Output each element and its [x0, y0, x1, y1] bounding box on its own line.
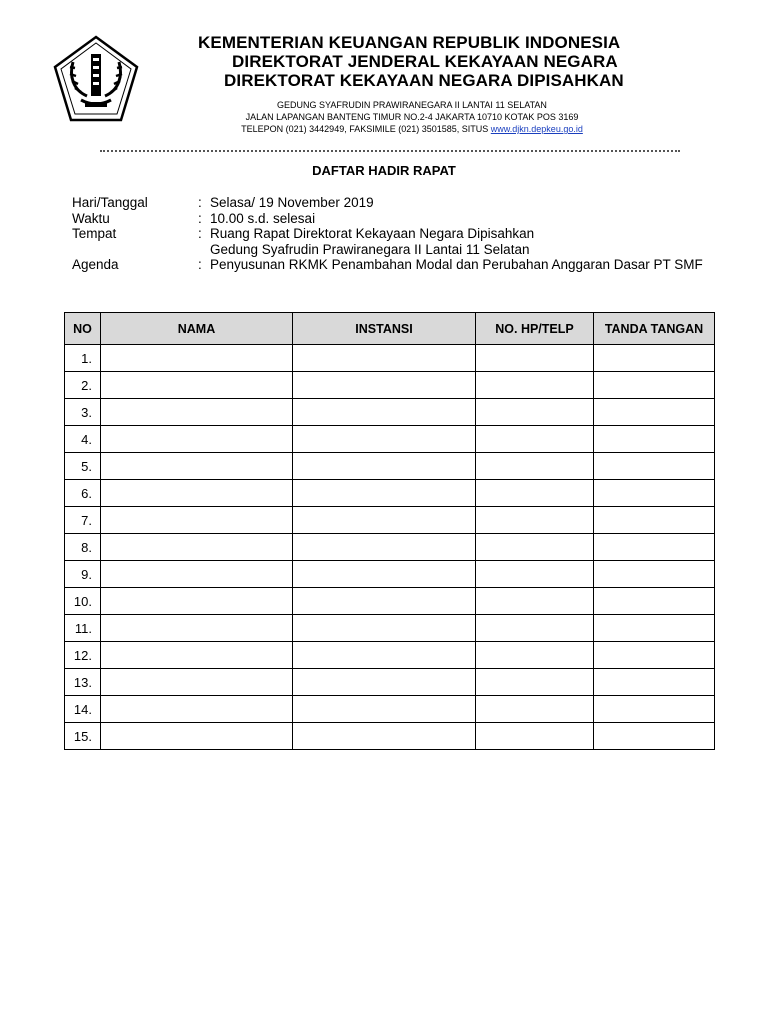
institution-cell[interactable] [293, 615, 476, 642]
header-instansi: INSTANSI [293, 313, 476, 345]
row-number: 11. [65, 615, 101, 642]
address-contact [0, 124, 768, 134]
signature-cell[interactable] [594, 426, 715, 453]
row-number: 10. [65, 588, 101, 615]
institution-cell[interactable] [293, 426, 476, 453]
time-label: Waktu [72, 210, 110, 226]
institution-cell[interactable] [293, 372, 476, 399]
phone-cell[interactable] [476, 588, 594, 615]
row-number: 14. [65, 696, 101, 723]
table-row [65, 642, 715, 669]
phone-cell[interactable] [476, 615, 594, 642]
institution-cell[interactable] [293, 696, 476, 723]
directorate-name: DIREKTORAT KEKAYAAN NEGARA DIPISAHKAN [224, 71, 624, 90]
place-value-line1: Ruang Rapat Direktorat Kekayaan Negara Dipisahkan [210, 226, 535, 241]
place-value [210, 226, 710, 257]
name-cell[interactable] [101, 723, 293, 750]
row-number: 15. [65, 723, 101, 750]
row-number: 7. [65, 507, 101, 534]
header-phone: NO. HP/TELP [476, 313, 594, 345]
day-label: Hari/Tanggal [72, 195, 148, 210]
table-row [65, 372, 715, 399]
day-value: Selasa/ 19 November 2019 [210, 195, 374, 210]
row-number: 4. [65, 426, 101, 453]
table-row [65, 345, 715, 372]
colon: : [198, 195, 202, 210]
name-cell[interactable] [101, 588, 293, 615]
address-street: JALAN LAPANGAN BANTENG TIMUR NO.2-4 JAKARTA 10710 KOTAK POS 3169 [245, 112, 579, 122]
institution-cell[interactable] [293, 345, 476, 372]
table-row [65, 534, 715, 561]
institution-cell[interactable] [293, 507, 476, 534]
table-row [65, 696, 715, 723]
contact-text: TELEPON (021) 3442949, FAKSIMILE (021) 3501585, SITUS [241, 124, 491, 134]
colon: : [198, 210, 202, 226]
institution-cell[interactable] [293, 561, 476, 588]
phone-cell[interactable] [476, 372, 594, 399]
phone-cell[interactable] [476, 696, 594, 723]
ministry-name: KEMENTERIAN KEUANGAN REPUBLIK INDONESIA [198, 33, 621, 52]
phone-cell[interactable] [476, 561, 594, 588]
signature-cell[interactable] [594, 615, 715, 642]
table-row [65, 399, 715, 426]
name-cell[interactable] [101, 669, 293, 696]
document-title: DAFTAR HADIR RAPAT [312, 163, 456, 178]
table-row [65, 615, 715, 642]
row-number: 6. [65, 480, 101, 507]
header-signature: TANDA TANGAN [594, 313, 715, 345]
institution-cell[interactable] [293, 453, 476, 480]
phone-cell[interactable] [476, 480, 594, 507]
table-row [65, 723, 715, 750]
colon: : [198, 257, 202, 272]
table-body [65, 345, 715, 750]
name-cell[interactable] [101, 534, 293, 561]
info-row-day [72, 195, 712, 211]
signature-cell[interactable] [594, 696, 715, 723]
kemenkeu-logo [51, 34, 141, 124]
header-separator [100, 150, 680, 152]
row-number: 5. [65, 453, 101, 480]
website-link[interactable]: www.djkn.depkeu.go.id [490, 124, 583, 134]
table-header-row [65, 313, 715, 345]
name-cell[interactable] [101, 507, 293, 534]
phone-cell[interactable] [476, 534, 594, 561]
phone-cell[interactable] [476, 345, 594, 372]
table-row [65, 480, 715, 507]
name-cell[interactable] [101, 561, 293, 588]
table-row [65, 588, 715, 615]
institution-cell[interactable] [293, 723, 476, 750]
phone-cell[interactable] [476, 426, 594, 453]
signature-cell[interactable] [594, 642, 715, 669]
agenda-value: Penyusunan RKMK Penambahan Modal dan Perubahan Anggaran Dasar PT SMF [210, 257, 703, 272]
row-number: 2. [65, 372, 101, 399]
table-row [65, 561, 715, 588]
place-label: Tempat [72, 226, 117, 241]
name-cell[interactable] [101, 345, 293, 372]
table-row [65, 453, 715, 480]
signature-cell[interactable] [594, 588, 715, 615]
place-value-line2: Gedung Syafrudin Prawiranegara II Lantai 11 Selatan [210, 241, 530, 257]
phone-cell[interactable] [476, 669, 594, 696]
signature-cell[interactable] [594, 372, 715, 399]
name-cell[interactable] [101, 372, 293, 399]
header-no: NO [65, 313, 101, 345]
signature-cell[interactable] [594, 723, 715, 750]
institution-cell[interactable] [293, 399, 476, 426]
table-row [65, 507, 715, 534]
signature-cell[interactable] [594, 534, 715, 561]
name-cell[interactable] [101, 426, 293, 453]
info-row-time [72, 211, 712, 227]
signature-cell[interactable] [594, 507, 715, 534]
row-number: 12. [65, 642, 101, 669]
institution-cell[interactable] [293, 669, 476, 696]
phone-cell[interactable] [476, 507, 594, 534]
table-row [65, 669, 715, 696]
phone-cell[interactable] [476, 453, 594, 480]
name-cell[interactable] [101, 696, 293, 723]
institution-cell[interactable] [293, 534, 476, 561]
signature-cell[interactable] [594, 480, 715, 507]
row-number: 3. [65, 399, 101, 426]
attendance-table [64, 312, 715, 750]
header-nama: NAMA [101, 313, 293, 345]
agenda-label: Agenda [72, 257, 119, 272]
row-number: 9. [65, 561, 101, 588]
name-cell[interactable] [101, 453, 293, 480]
row-number: 8. [65, 534, 101, 561]
signature-cell[interactable] [594, 399, 715, 426]
info-row-place [72, 226, 712, 257]
institution-cell[interactable] [293, 480, 476, 507]
meeting-info [72, 195, 712, 273]
signature-cell[interactable] [594, 345, 715, 372]
time-value: 10.00 s.d. selesai [210, 210, 316, 226]
name-cell[interactable] [101, 480, 293, 507]
directorate-general-name: DIREKTORAT JENDERAL KEKAYAAN NEGARA [232, 52, 618, 71]
phone-cell[interactable] [476, 399, 594, 426]
table-row [65, 426, 715, 453]
phone-cell[interactable] [476, 642, 594, 669]
colon: : [198, 226, 202, 241]
signature-cell[interactable] [594, 669, 715, 696]
info-row-agenda [72, 257, 712, 273]
name-cell[interactable] [101, 642, 293, 669]
institution-cell[interactable] [293, 588, 476, 615]
name-cell[interactable] [101, 615, 293, 642]
row-number: 13. [65, 669, 101, 696]
row-number: 1. [65, 345, 101, 372]
institution-cell[interactable] [293, 642, 476, 669]
phone-cell[interactable] [476, 723, 594, 750]
address-building: GEDUNG SYAFRUDIN PRAWIRANEGARA II LANTAI 11 SELATAN [277, 100, 547, 110]
signature-cell[interactable] [594, 561, 715, 588]
name-cell[interactable] [101, 399, 293, 426]
signature-cell[interactable] [594, 453, 715, 480]
